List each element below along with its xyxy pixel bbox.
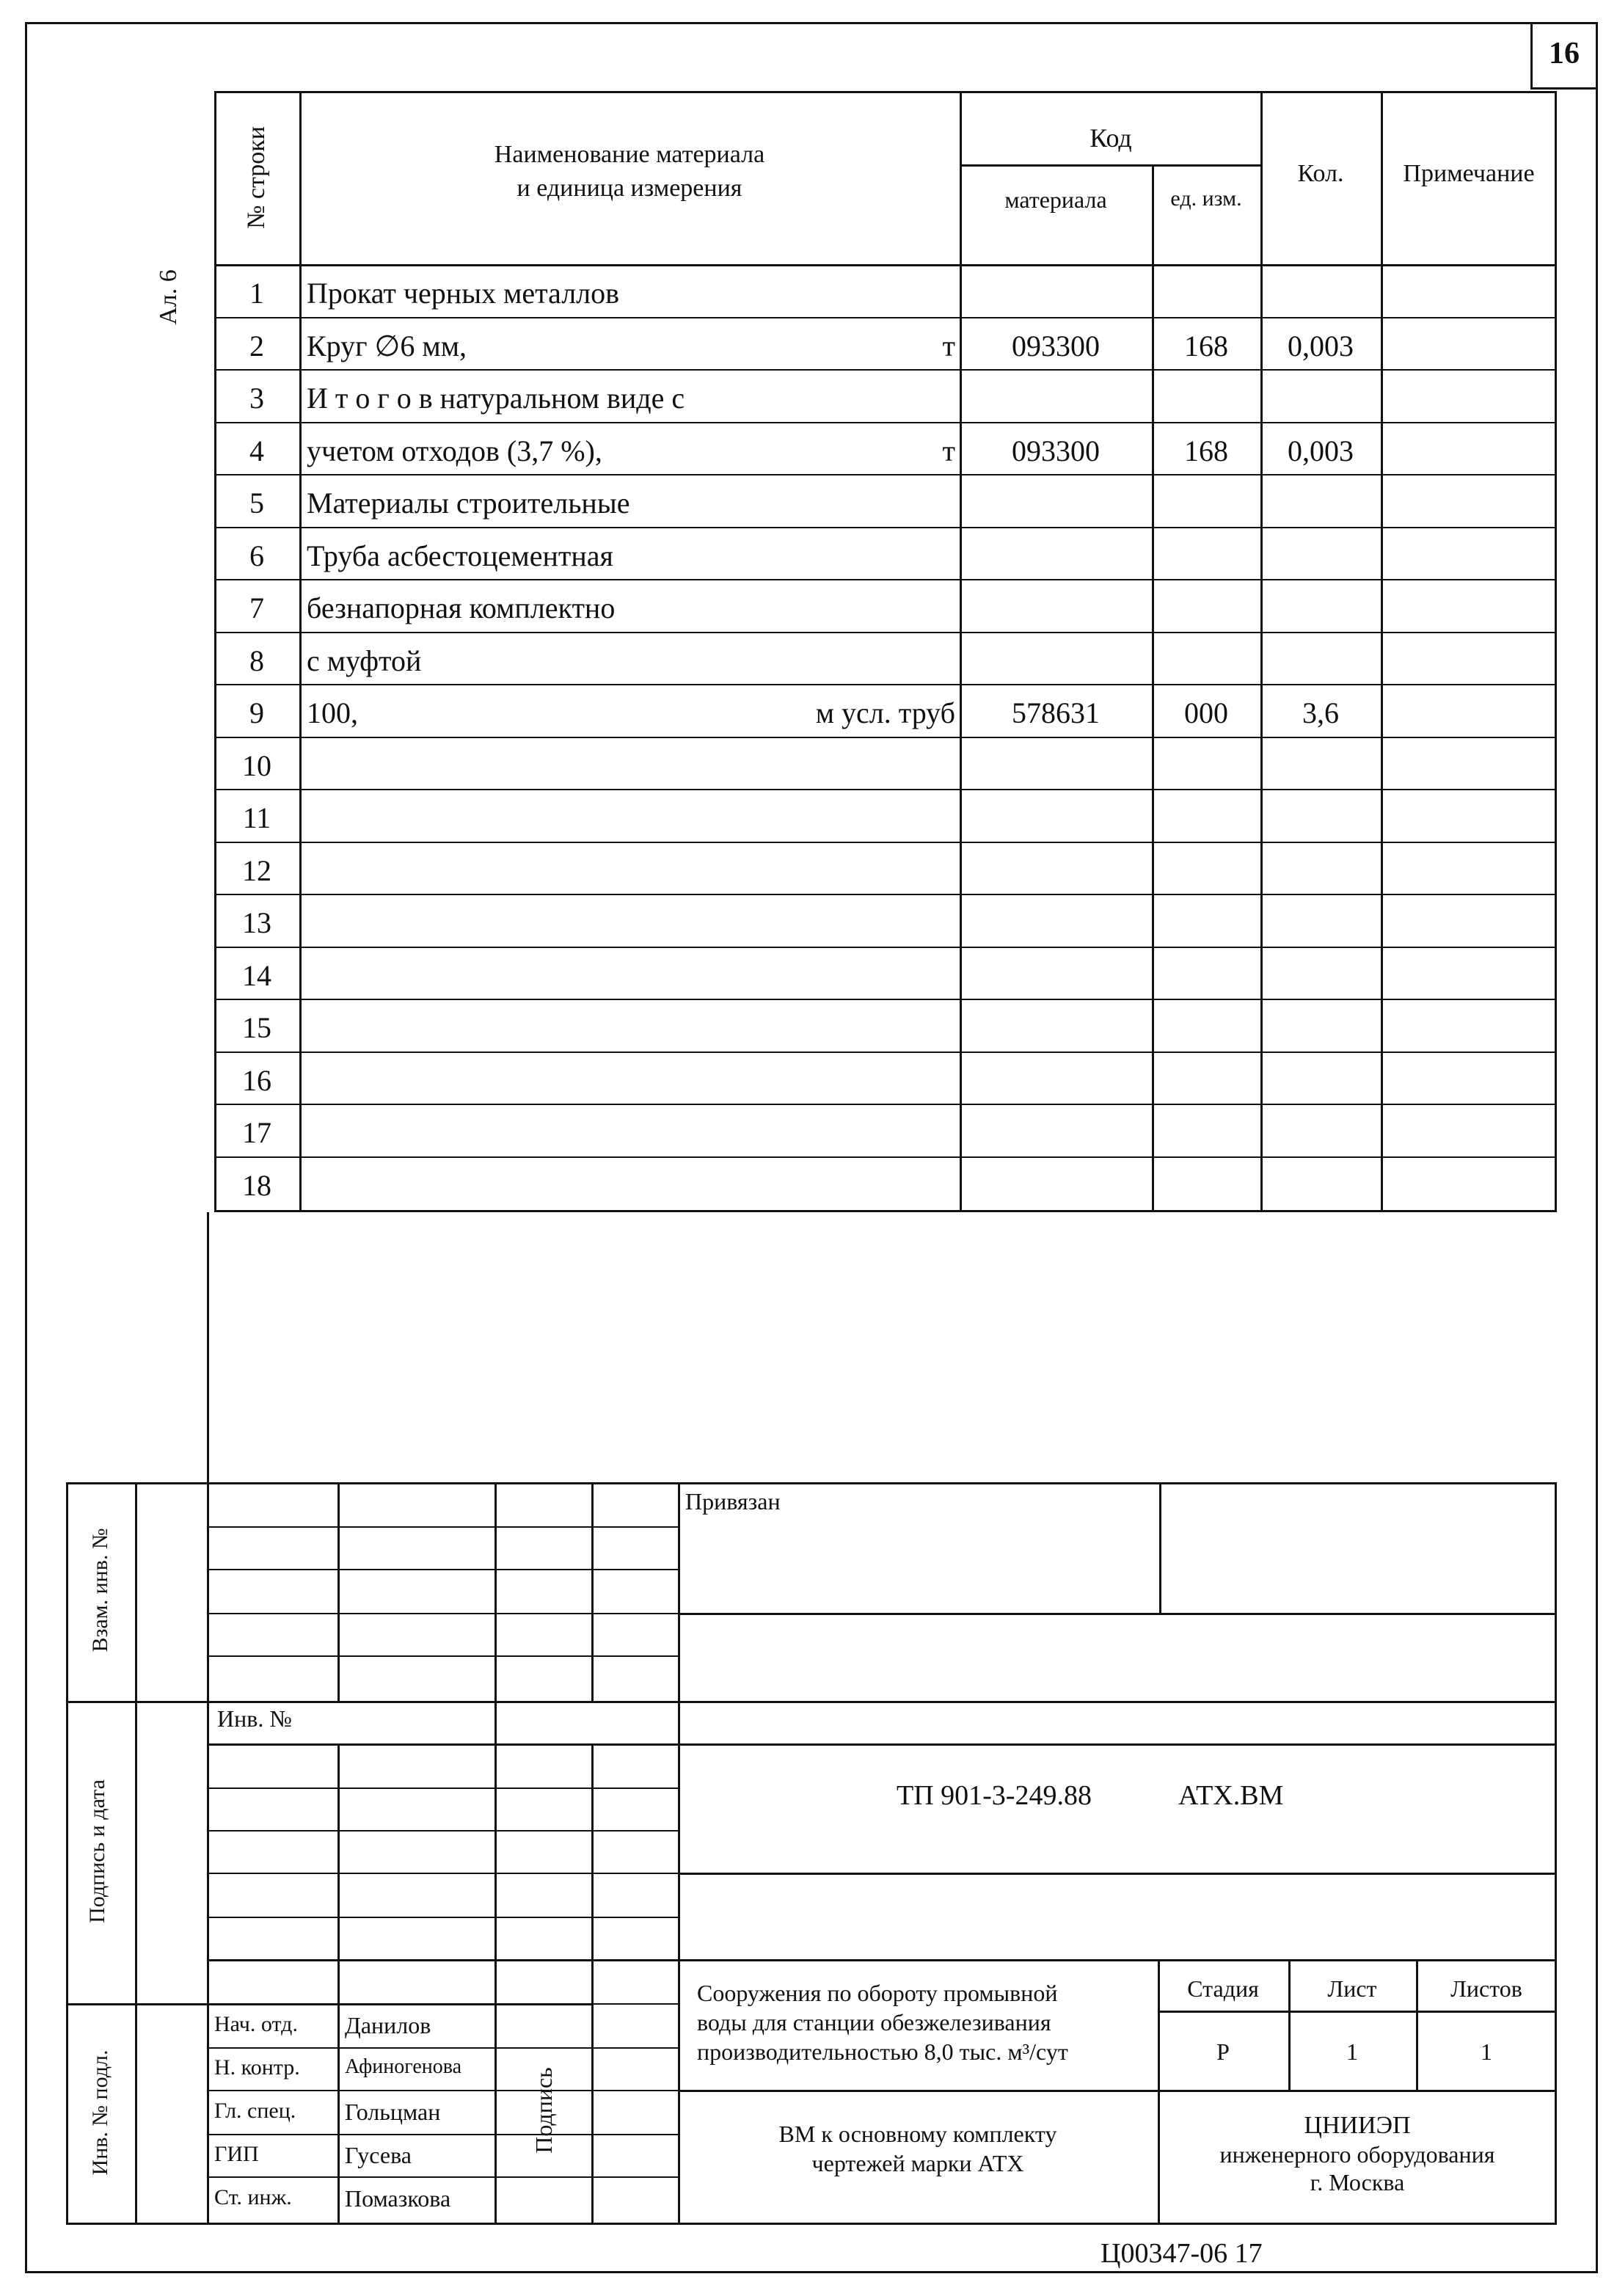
header-code-material: материала bbox=[1004, 186, 1107, 213]
sheets-label: Листов bbox=[1450, 1975, 1522, 2002]
org-line2: инженерного оборудования bbox=[1219, 2141, 1495, 2168]
stage-value: Р bbox=[1216, 2038, 1230, 2065]
header-name-line2: и единица измерения bbox=[517, 175, 742, 202]
row-number: 9 bbox=[249, 696, 264, 729]
table-row bbox=[214, 947, 1557, 999]
role-label: Н. контр. bbox=[214, 2055, 300, 2080]
row-number: 11 bbox=[242, 801, 271, 834]
unit-code: 168 bbox=[1184, 329, 1228, 362]
row-number: 3 bbox=[249, 382, 264, 415]
doc-code: ТП 901-3-249.88 bbox=[897, 1780, 1092, 1811]
quantity: 0,003 bbox=[1288, 329, 1354, 362]
table-row bbox=[214, 474, 1557, 527]
doc-mark: АТХ.ВМ bbox=[1178, 1780, 1284, 1811]
row-number: 7 bbox=[249, 591, 264, 624]
table-row bbox=[214, 1156, 1557, 1209]
material-name: безнапорная комплектно bbox=[307, 591, 616, 624]
quantity: 0,003 bbox=[1288, 434, 1354, 467]
role-person: Гусева bbox=[345, 2142, 412, 2168]
row-number: 6 bbox=[249, 539, 264, 572]
row-number: 10 bbox=[242, 748, 271, 782]
org-line3: г. Москва bbox=[1310, 2169, 1405, 2195]
row-number: 12 bbox=[242, 853, 271, 887]
row-number: 18 bbox=[242, 1168, 271, 1202]
inv-no-label: Инв. № bbox=[217, 1705, 292, 1732]
row-number: 5 bbox=[249, 486, 264, 520]
role-label: Нач. отд. bbox=[214, 2012, 298, 2036]
header-code: Код bbox=[1089, 123, 1132, 153]
org-line1: ЦНИИЭП bbox=[1304, 2112, 1411, 2139]
unit-name: т bbox=[942, 329, 955, 362]
unit-code: 168 bbox=[1184, 434, 1228, 467]
table-row bbox=[214, 632, 1557, 685]
role-person: Афиногенова bbox=[345, 2055, 462, 2078]
table-row bbox=[214, 369, 1557, 422]
quantity: 3,6 bbox=[1302, 696, 1339, 729]
label-inv-original: Инв. № подл. bbox=[88, 2049, 112, 2176]
header-qty: Кол. bbox=[1297, 160, 1344, 187]
row-number: 2 bbox=[249, 329, 264, 362]
row-number: 15 bbox=[242, 1011, 271, 1044]
page-number: 16 bbox=[1549, 37, 1580, 70]
unit-name: м усл. труб bbox=[815, 696, 955, 729]
title-line2: воды для станции обезжелезивания bbox=[697, 2009, 1051, 2036]
row-number: 4 bbox=[249, 434, 264, 467]
row-number: 13 bbox=[242, 906, 271, 939]
material-name: учетом отходов (3,7 %), bbox=[307, 434, 602, 467]
sheet-label: Лист bbox=[1327, 1975, 1377, 2002]
row-number: 17 bbox=[242, 1116, 271, 1149]
footer-code: Ц00347-06 17 bbox=[1100, 2238, 1263, 2269]
material-code: 093300 bbox=[1012, 434, 1100, 467]
role-label: Ст. инж. bbox=[214, 2185, 292, 2209]
label-sign-date: Подпись и дата bbox=[85, 1779, 109, 1923]
row-number: 14 bbox=[242, 958, 271, 992]
row-number: 1 bbox=[249, 277, 264, 310]
table-row bbox=[214, 894, 1557, 947]
unit-code: 000 bbox=[1184, 696, 1228, 729]
role-person: Данилов bbox=[345, 2012, 431, 2038]
table-row bbox=[214, 264, 1557, 317]
table-row bbox=[214, 1052, 1557, 1104]
tied-label: Привязан bbox=[685, 1488, 781, 1515]
table-row bbox=[214, 422, 1557, 475]
table-row bbox=[214, 579, 1557, 632]
unit-name: т bbox=[942, 434, 955, 467]
table-row bbox=[214, 789, 1557, 842]
material-name: И т о г о в натуральном виде с bbox=[307, 382, 685, 415]
row-number: 8 bbox=[249, 644, 264, 677]
title-line3: производительностью 8,0 тыс. м³/сут bbox=[697, 2038, 1068, 2065]
table-row bbox=[214, 737, 1557, 790]
material-name: Прокат черных металлов bbox=[307, 277, 620, 310]
table-row bbox=[214, 842, 1557, 894]
material-name: 100, bbox=[307, 696, 358, 729]
role-label: ГИП bbox=[214, 2142, 259, 2166]
title-line1: Сооружения по обороту промывной bbox=[697, 1980, 1058, 2006]
row-number: 16 bbox=[242, 1063, 271, 1097]
material-code: 578631 bbox=[1012, 696, 1100, 729]
table-row bbox=[214, 999, 1557, 1052]
doc-desc-line2: чертежей марки АТХ bbox=[811, 2150, 1024, 2176]
role-person: Гольцман bbox=[345, 2099, 441, 2125]
material-name: Круг ∅6 мм, bbox=[307, 329, 467, 362]
material-name: с муфтой bbox=[307, 644, 422, 677]
table-row bbox=[214, 684, 1557, 737]
doc-desc-line1: ВМ к основному комплекту bbox=[778, 2121, 1057, 2147]
label-replaced-inv: Взам. инв. № bbox=[88, 1528, 112, 1652]
header-row-no: № строки bbox=[243, 125, 270, 230]
material-name: Труба асбестоцементная bbox=[307, 539, 613, 572]
header-code-unit: ед. изм. bbox=[1170, 186, 1242, 211]
header-name-line1: Наименование материала bbox=[494, 141, 765, 168]
role-person: Помазкова bbox=[345, 2185, 451, 2212]
table-row bbox=[214, 1104, 1557, 1156]
stage-label: Стадия bbox=[1187, 1975, 1259, 2002]
material-code: 093300 bbox=[1012, 329, 1100, 362]
material-name: Материалы строительные bbox=[307, 486, 630, 520]
sheets-value: 1 bbox=[1481, 2038, 1492, 2065]
header-note: Примечание bbox=[1403, 160, 1535, 187]
table-row bbox=[214, 527, 1557, 580]
role-label: Гл. спец. bbox=[214, 2099, 296, 2123]
table-row bbox=[214, 317, 1557, 370]
signature-label: Подпись bbox=[530, 2067, 557, 2154]
side-label: Ал. 6 bbox=[155, 269, 182, 325]
sheet-value: 1 bbox=[1346, 2038, 1358, 2065]
